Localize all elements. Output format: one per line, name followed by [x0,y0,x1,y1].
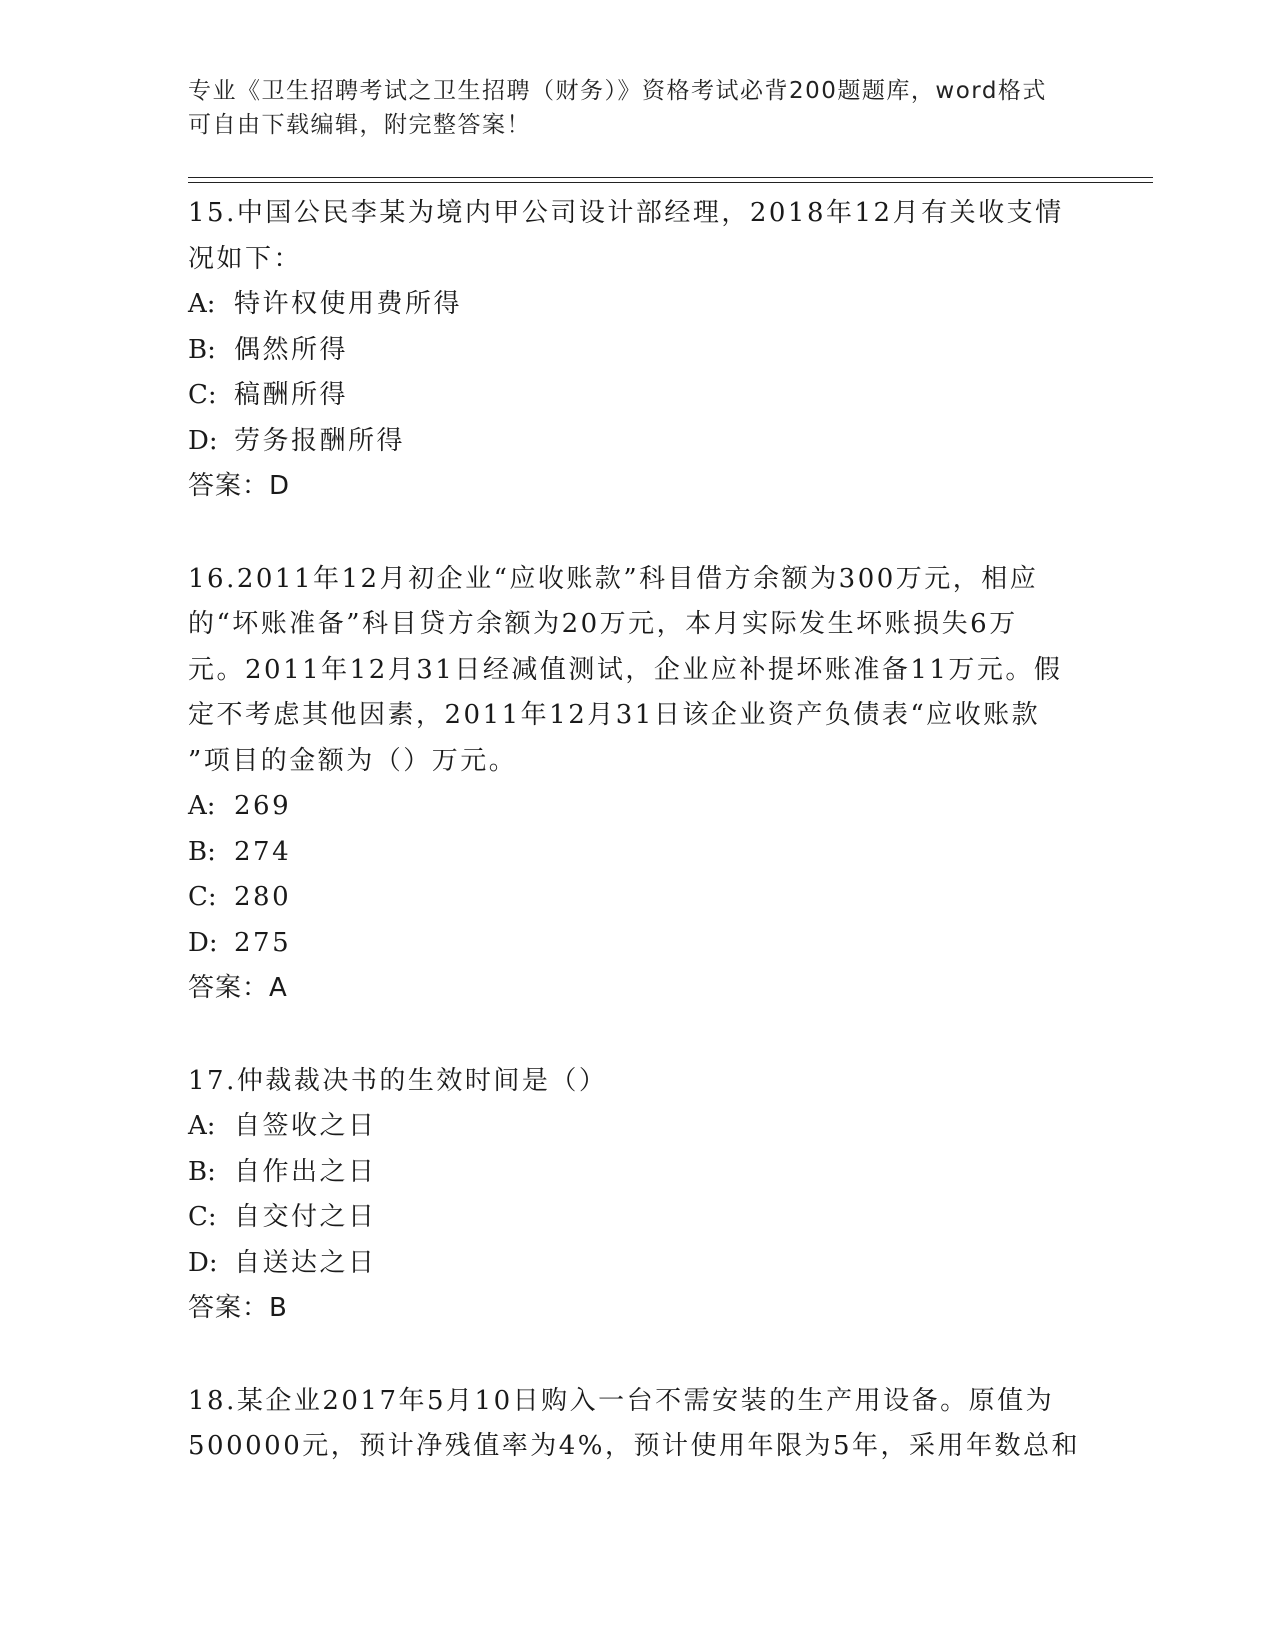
question-stem-line: ”项目的金额为（）万元。 [188,745,518,776]
question-stem-line: 16.2011年12月初企业“应收账款”科目借方余额为300万元，相应 [188,563,1039,594]
option-a [188,282,1088,328]
option-text: 自交付之日 [234,1202,377,1232]
option-a [188,1104,1088,1150]
option-letter: A: [188,1111,216,1141]
question-18 [188,1379,1088,1470]
header-line-1: 专业《卫生招聘考试之卫生招聘（财务）》资格考试必背200题题库，word格式 [188,78,1047,104]
option-b [188,830,1088,876]
header-rule-top [188,177,1153,178]
option-text: 偶然所得 [234,334,349,365]
question-16 [188,557,1088,1012]
option-d [188,921,1088,967]
header-line-2: 可自由下载编辑，附完整答案！ [188,112,531,138]
option-letter: D: [188,1247,218,1278]
option-text: 269 [234,791,292,821]
question-stem-line: 的“坏账准备”科目贷方余额为20万元，本月实际发生坏账损失6万 [188,609,1018,639]
document-header [188,74,1088,142]
option-letter: C: [188,1202,217,1232]
question-stem-line: 定不考虑其他因素，2011年12月31日该企业资产负债表“应收账款 [188,700,1041,730]
option-c [188,1195,1088,1241]
header-rule-bottom [188,182,1153,183]
option-d [188,419,1088,465]
option-letter: C: [188,380,217,410]
answer-line: 答案：D [188,471,291,501]
answer-line: 答案：A [188,973,288,1003]
option-text: 稿酬所得 [234,380,349,410]
option-c [188,875,1088,921]
question-17 [188,1059,1088,1332]
option-letter: D: [188,425,218,456]
question-stem-line: 17.仲裁裁决书的生效时间是（） [188,1065,608,1096]
option-text: 自送达之日 [234,1247,377,1278]
option-letter: B: [188,334,216,365]
question-spacer [188,1012,1088,1059]
question-stem-line: 500000元，预计净残值率为4%，预计使用年限为5年，采用年数总和 [188,1431,1081,1461]
option-b [188,1150,1088,1196]
option-text: 274 [234,836,292,867]
option-d [188,1241,1088,1287]
option-a [188,784,1088,830]
option-text: 自作出之日 [234,1156,377,1187]
answer-line: 答案：B [188,1293,288,1323]
option-c [188,373,1088,419]
option-letter: A: [188,289,216,319]
question-stem-line: 15.中国公民李某为境内甲公司设计部经理，2018年12月有关收支情 [188,198,1064,228]
question-stem-line: 况如下： [188,243,303,274]
question-list [188,191,1088,1470]
question-spacer [188,1332,1088,1379]
option-text: 自签收之日 [234,1111,377,1141]
question-15 [188,191,1088,510]
option-text: 劳务报酬所得 [234,425,406,456]
option-text: 280 [234,882,292,912]
option-b [188,328,1088,374]
option-letter: B: [188,1156,216,1187]
option-letter: A: [188,791,216,821]
option-text: 275 [234,927,292,958]
question-spacer [188,510,1088,557]
option-letter: D: [188,927,218,958]
question-stem-line: 元。2011年12月31日经减值测试，企业应补提坏账准备11万元。假 [188,654,1063,685]
option-text: 特许权使用费所得 [234,289,463,319]
option-letter: C: [188,882,217,912]
question-stem-line: 18.某企业2017年5月10日购入一台不需安装的生产用设备。原值为 [188,1385,1055,1416]
option-letter: B: [188,836,216,867]
